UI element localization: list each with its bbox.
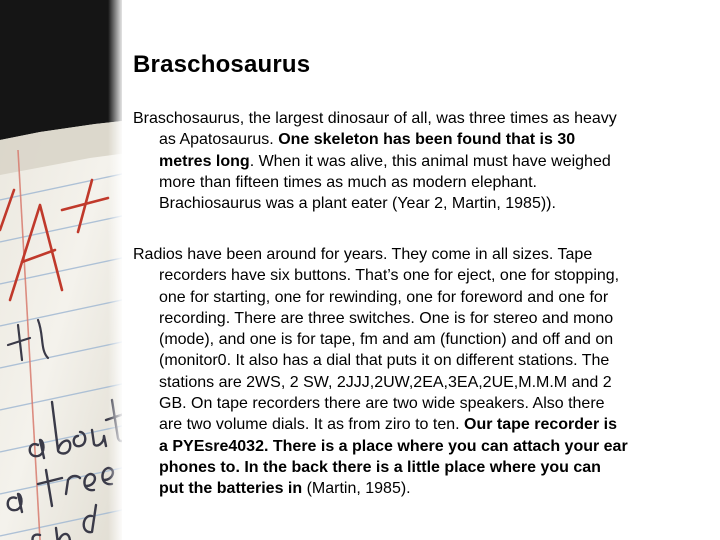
paragraph-line	[133, 393, 693, 414]
bold-text-run: metres long	[159, 152, 250, 170]
paragraph-line	[133, 244, 693, 265]
bold-text-run: put the batteries in	[159, 480, 307, 498]
text-run: are two volume dials. It as from ziro to ten.	[159, 416, 465, 434]
paragraph-line	[133, 308, 693, 329]
bold-text-run: a PYEsre4032. There is a place where you can attach your ear	[159, 437, 628, 455]
paragraph-line	[133, 108, 693, 129]
paragraph-line	[133, 129, 693, 150]
text-run: (Martin, 1985).	[306, 480, 411, 498]
paragraph-line	[133, 193, 693, 214]
text-run: GB. On tape recorders there are two wide speakers. Also there	[159, 395, 605, 413]
text-run: (monitor0. It also has a dial that puts it on different stations. The	[159, 352, 610, 370]
text-run: Brachiosaurus was a plant eater (Year 2, Martin, 1985)).	[159, 195, 556, 213]
paragraph-line	[133, 436, 693, 457]
text-run: recorders have six buttons. That’s one for eject, one for stopping,	[159, 267, 620, 285]
paragraph-line	[133, 372, 693, 393]
text-run: as Apatosaurus.	[159, 131, 279, 149]
paragraph-line	[133, 265, 693, 286]
text-run: (mode), and one is for tape, fm and am (function) and off and on	[159, 331, 614, 349]
paragraph-line	[133, 414, 693, 435]
paragraph-line	[133, 151, 693, 172]
text-run: recording. There are three switches. One is for stereo and mono	[159, 309, 614, 327]
text-run: Radios have been around for years. They come in all sizes. Tape	[133, 246, 593, 263]
slide-title: Braschosaurus	[133, 51, 311, 78]
paragraph-line	[133, 172, 693, 193]
bold-text-run: Our tape recorder is	[464, 416, 617, 434]
paragraph-line	[133, 350, 693, 371]
text-run: . When it was alive, this animal must have weighed	[249, 152, 611, 170]
paragraph-line	[133, 478, 693, 499]
text-run: stations are 2WS, 2 SW, 2JJJ,2UW,2EA,3EA,2UE,M.M.M and 2	[159, 373, 612, 391]
paragraph-line	[133, 329, 693, 350]
paragraph-radios	[133, 244, 693, 500]
bold-text-run: One skeleton has been found that is 30	[278, 131, 576, 149]
paragraph-line	[133, 287, 693, 308]
text-run: one for starting, one for rewinding, one for foreword and one for	[159, 288, 609, 306]
paragraph-braschosaurus	[133, 108, 693, 214]
text-run: Braschosaurus, the largest dinosaur of all, was three times as heavy	[133, 110, 617, 127]
paragraph-line	[133, 457, 693, 478]
bold-text-run: phones to. In the back there is a little place where you can	[159, 458, 601, 476]
text-run: more than fifteen times as much as modern elephant.	[159, 173, 537, 191]
